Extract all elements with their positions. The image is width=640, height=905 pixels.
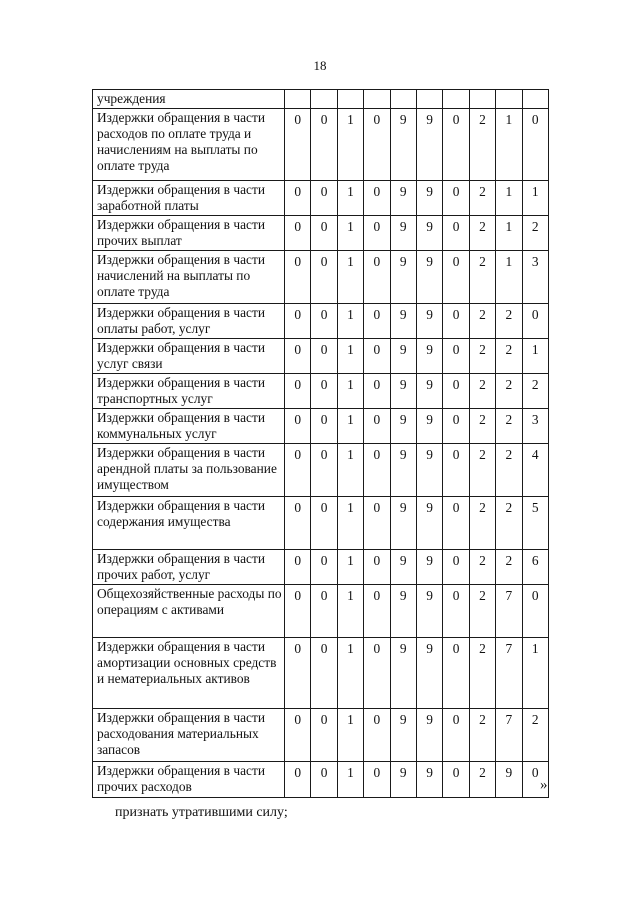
code-digit-cell: 0 <box>285 339 311 374</box>
code-digit-cell: 7 <box>496 585 522 638</box>
code-digit-cell: 0 <box>443 251 469 304</box>
table-row <box>93 762 549 798</box>
code-digit-cell: 9 <box>390 109 416 181</box>
code-digit-cell: 9 <box>416 304 442 339</box>
code-digit-cell: 2 <box>469 181 495 216</box>
code-digit-cell <box>522 90 548 109</box>
code-digit-cell: 0 <box>311 762 337 798</box>
code-digit-cell: 0 <box>364 550 390 585</box>
row-label: учреждения <box>93 90 285 109</box>
code-digit-cell: 0 <box>443 762 469 798</box>
code-digit-cell: 1 <box>337 216 363 251</box>
code-digit-cell: 0 <box>364 638 390 709</box>
code-digit-cell: 1 <box>496 181 522 216</box>
code-digit-cell: 0 <box>311 444 337 497</box>
code-digit-cell: 2 <box>469 109 495 181</box>
table-row <box>93 444 549 497</box>
footer-text: признать утратившими силу; <box>115 805 288 820</box>
code-digit-cell: 1 <box>337 409 363 444</box>
table-row <box>93 251 549 304</box>
code-digit-cell: 1 <box>337 374 363 409</box>
table-row <box>93 409 549 444</box>
code-digit-cell: 2 <box>496 550 522 585</box>
code-digit-cell: 0 <box>522 762 548 798</box>
row-label: Общехозяйственные расходы по операциям с активами <box>93 585 285 638</box>
code-digit-cell: 0 <box>311 585 337 638</box>
code-digit-cell: 0 <box>364 497 390 550</box>
code-digit-cell <box>364 90 390 109</box>
table-row <box>93 216 549 251</box>
code-digit-cell: 0 <box>364 444 390 497</box>
code-digit-cell: 0 <box>443 638 469 709</box>
code-digit-cell: 1 <box>337 251 363 304</box>
code-digit-cell: 1 <box>337 585 363 638</box>
code-digit-cell: 9 <box>390 550 416 585</box>
code-digit-cell: 0 <box>443 374 469 409</box>
code-digit-cell: 2 <box>469 638 495 709</box>
code-digit-cell: 0 <box>311 181 337 216</box>
page-number: 18 <box>313 58 327 73</box>
code-digit-cell: 9 <box>390 709 416 762</box>
code-digit-cell: 0 <box>522 109 548 181</box>
code-digit-cell: 2 <box>496 374 522 409</box>
table-row <box>93 181 549 216</box>
row-label: Издержки обращения в части коммунальных услуг <box>93 409 285 444</box>
code-digit-cell: 0 <box>522 585 548 638</box>
code-digit-cell: 9 <box>416 181 442 216</box>
code-digit-cell: 0 <box>311 709 337 762</box>
code-digit-cell: 1 <box>337 181 363 216</box>
table-row <box>93 585 549 638</box>
code-digit-cell: 9 <box>416 216 442 251</box>
code-digit-cell: 0 <box>443 109 469 181</box>
code-digit-cell: 2 <box>469 251 495 304</box>
row-label: Издержки обращения в части амортизации основных средств и нематериальных активов <box>93 638 285 709</box>
code-digit-cell: 0 <box>364 181 390 216</box>
table-body <box>93 90 549 798</box>
table-row <box>93 304 549 339</box>
code-digit-cell: 0 <box>311 216 337 251</box>
code-digit-cell: 0 <box>285 304 311 339</box>
code-digit-cell: 2 <box>496 497 522 550</box>
row-label: Издержки обращения в части содержания имущества <box>93 497 285 550</box>
code-digit-cell <box>311 90 337 109</box>
code-digit-cell: 0 <box>285 374 311 409</box>
code-digit-cell: 0 <box>311 304 337 339</box>
code-digit-cell: 0 <box>443 497 469 550</box>
code-digit-cell: 0 <box>285 550 311 585</box>
code-digit-cell: 2 <box>469 497 495 550</box>
code-digit-cell: 0 <box>364 251 390 304</box>
code-digit-cell: 3 <box>522 251 548 304</box>
code-digit-cell: 2 <box>469 709 495 762</box>
code-digit-cell: 0 <box>443 216 469 251</box>
code-digit-cell: 7 <box>496 709 522 762</box>
code-digit-cell: 9 <box>390 251 416 304</box>
code-digit-cell: 0 <box>311 251 337 304</box>
code-digit-cell: 9 <box>416 709 442 762</box>
code-digit-cell: 1 <box>496 216 522 251</box>
code-digit-cell: 1 <box>522 638 548 709</box>
code-digit-cell <box>443 90 469 109</box>
code-digit-cell: 9 <box>416 762 442 798</box>
code-digit-cell: 1 <box>337 762 363 798</box>
code-digit-cell: 2 <box>496 444 522 497</box>
code-digit-cell: 0 <box>364 109 390 181</box>
code-digit-cell: 0 <box>364 409 390 444</box>
code-digit-cell: 9 <box>416 550 442 585</box>
code-digit-cell: 0 <box>522 304 548 339</box>
table-row <box>93 550 549 585</box>
code-digit-cell: 0 <box>364 216 390 251</box>
code-digit-cell: 0 <box>285 216 311 251</box>
row-label: Издержки обращения в части прочих работ, услуг <box>93 550 285 585</box>
code-digit-cell: 3 <box>522 409 548 444</box>
code-digit-cell: 0 <box>364 374 390 409</box>
code-digit-cell: 0 <box>443 304 469 339</box>
code-digit-cell: 0 <box>443 709 469 762</box>
code-digit-cell: 0 <box>285 585 311 638</box>
code-digit-cell: 9 <box>416 409 442 444</box>
code-digit-cell: 9 <box>416 585 442 638</box>
row-label: Издержки обращения в части заработной платы <box>93 181 285 216</box>
code-digit-cell <box>285 90 311 109</box>
code-digit-cell: 0 <box>311 409 337 444</box>
code-digit-cell: 6 <box>522 550 548 585</box>
code-digit-cell: 9 <box>390 638 416 709</box>
table-row <box>93 374 549 409</box>
code-digit-cell: 2 <box>469 339 495 374</box>
row-label: Издержки обращения в части расходования материальных запасов <box>93 709 285 762</box>
code-digit-cell: 9 <box>390 374 416 409</box>
code-digit-cell: 0 <box>285 409 311 444</box>
code-digit-cell: 0 <box>364 585 390 638</box>
code-digit-cell: 0 <box>364 339 390 374</box>
code-digit-cell: 2 <box>469 585 495 638</box>
code-digit-cell: 0 <box>443 181 469 216</box>
code-digit-cell: 9 <box>390 216 416 251</box>
table-row <box>93 638 549 709</box>
code-digit-cell: 1 <box>337 109 363 181</box>
code-digit-cell: 9 <box>390 444 416 497</box>
code-digit-cell: 2 <box>469 762 495 798</box>
code-digit-cell: 0 <box>311 638 337 709</box>
row-label: Издержки обращения в части прочих выплат <box>93 216 285 251</box>
code-digit-cell: 1 <box>496 109 522 181</box>
code-digit-cell: 2 <box>496 409 522 444</box>
code-digit-cell: 5 <box>522 497 548 550</box>
table-row <box>93 497 549 550</box>
code-digit-cell: 2 <box>496 339 522 374</box>
account-codes-table <box>92 89 549 798</box>
code-digit-cell: 9 <box>416 444 442 497</box>
code-digit-cell: 9 <box>416 251 442 304</box>
code-digit-cell: 0 <box>443 409 469 444</box>
code-digit-cell <box>390 90 416 109</box>
code-digit-cell: 2 <box>469 374 495 409</box>
code-digit-cell: 1 <box>337 709 363 762</box>
code-digit-cell: 2 <box>522 374 548 409</box>
code-digit-cell: 0 <box>311 550 337 585</box>
code-digit-cell: 1 <box>337 339 363 374</box>
code-digit-cell: 0 <box>285 762 311 798</box>
code-digit-cell: 0 <box>364 709 390 762</box>
code-digit-cell: 9 <box>496 762 522 798</box>
code-digit-cell: 2 <box>469 216 495 251</box>
code-digit-cell: 0 <box>285 251 311 304</box>
code-digit-cell: 9 <box>390 181 416 216</box>
code-digit-cell: 0 <box>285 109 311 181</box>
code-digit-cell: 1 <box>522 181 548 216</box>
code-digit-cell: 0 <box>443 444 469 497</box>
code-digit-cell: 0 <box>285 497 311 550</box>
code-digit-cell: 0 <box>443 585 469 638</box>
code-digit-cell <box>496 90 522 109</box>
row-label: Издержки обращения в части начислений на выплаты по оплате труда <box>93 251 285 304</box>
code-digit-cell: 1 <box>337 550 363 585</box>
code-digit-cell: 9 <box>390 585 416 638</box>
code-digit-cell: 0 <box>311 497 337 550</box>
code-digit-cell: 2 <box>522 216 548 251</box>
code-digit-cell: 0 <box>311 109 337 181</box>
code-digit-cell <box>337 90 363 109</box>
code-digit-cell: 9 <box>390 762 416 798</box>
row-label: Издержки обращения в части прочих расходов <box>93 762 285 798</box>
code-digit-cell: 7 <box>496 638 522 709</box>
code-digit-cell: 0 <box>364 304 390 339</box>
code-digit-cell: 0 <box>285 709 311 762</box>
row-label: Издержки обращения в части расходов по оплате труда и начислениям на выплаты по оплате труда <box>93 109 285 181</box>
code-digit-cell <box>416 90 442 109</box>
code-digit-cell: 0 <box>285 638 311 709</box>
table-row <box>93 709 549 762</box>
code-digit-cell: 0 <box>285 444 311 497</box>
row-label: Издержки обращения в части услуг связи <box>93 339 285 374</box>
code-digit-cell: 1 <box>337 304 363 339</box>
code-digit-cell: 0 <box>311 339 337 374</box>
table-row <box>93 109 549 181</box>
code-digit-cell: 9 <box>416 339 442 374</box>
code-digit-cell: 0 <box>285 181 311 216</box>
code-digit-cell: 9 <box>390 497 416 550</box>
code-digit-cell: 1 <box>522 339 548 374</box>
code-digit-cell: 9 <box>390 304 416 339</box>
code-digit-cell: 1 <box>496 251 522 304</box>
table-row <box>93 90 549 109</box>
code-digit-cell: 1 <box>337 638 363 709</box>
code-digit-cell: 2 <box>469 550 495 585</box>
code-digit-cell: 9 <box>416 374 442 409</box>
code-digit-cell: 9 <box>390 409 416 444</box>
code-digit-cell: 2 <box>496 304 522 339</box>
code-digit-cell: 0 <box>443 550 469 585</box>
code-digit-cell: 0 <box>311 374 337 409</box>
code-digit-cell: 9 <box>416 497 442 550</box>
code-digit-cell: 2 <box>522 709 548 762</box>
row-label: Издержки обращения в части арендной платы за пользование имуществом <box>93 444 285 497</box>
code-digit-cell: 1 <box>337 497 363 550</box>
row-label: Издержки обращения в части оплаты работ, услуг <box>93 304 285 339</box>
code-digit-cell: 0 <box>364 762 390 798</box>
code-digit-cell: 2 <box>469 444 495 497</box>
table-row <box>93 339 549 374</box>
code-digit-cell <box>469 90 495 109</box>
code-digit-cell: 0 <box>443 339 469 374</box>
row-label: Издержки обращения в части транспортных услуг <box>93 374 285 409</box>
code-digit-cell: 9 <box>416 109 442 181</box>
code-digit-cell: 9 <box>416 638 442 709</box>
code-digit-cell: 2 <box>469 409 495 444</box>
closing-quote: » <box>540 777 548 793</box>
code-digit-cell: 4 <box>522 444 548 497</box>
code-digit-cell: 1 <box>337 444 363 497</box>
code-digit-cell: 9 <box>390 339 416 374</box>
code-digit-cell: 2 <box>469 304 495 339</box>
